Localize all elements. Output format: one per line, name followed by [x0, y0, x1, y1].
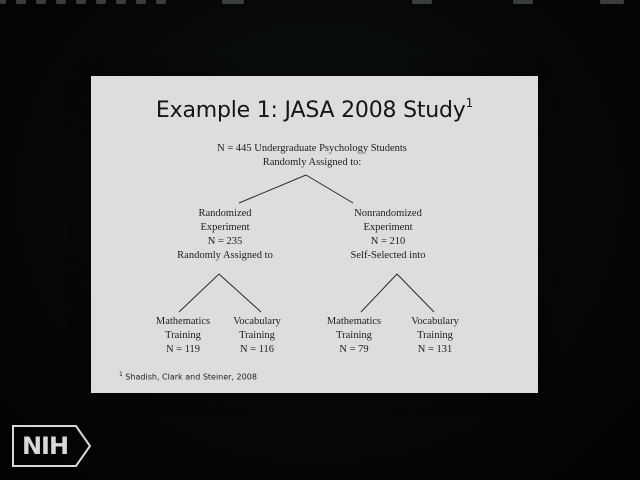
leaf2-line2: Training [239, 330, 275, 341]
slide-title-text: Example 1: JASA 2008 Study [155, 98, 466, 123]
leaf4-line2: Training [417, 330, 453, 341]
top-edge-artifacts [0, 0, 640, 8]
connector-right-leaf3 [361, 274, 397, 312]
leaf2-line3: N = 116 [239, 344, 275, 355]
leaf-node-nonrandomized-mathematics [314, 315, 394, 357]
nonrandomized-node-line4: Self-Selected into [350, 250, 426, 261]
root-node-line1: N = 445 Undergraduate Psychology Students [217, 143, 407, 154]
connector-left-leaf1 [179, 274, 219, 312]
nonrandomized-node-line1: Nonrandomized [354, 208, 422, 219]
leaf4-line1: Vocabulary [411, 316, 459, 327]
randomized-node-line3: N = 235 [207, 236, 243, 247]
randomized-node-line2: Experiment [200, 222, 250, 233]
root-node-line2: Randomly Assigned to: [262, 157, 362, 168]
connector-left-leaf2 [219, 274, 261, 312]
leaf2-line1: Vocabulary [233, 316, 281, 327]
nonrandomized-experiment-node [313, 207, 463, 263]
leaf3-line1: Mathematics [326, 316, 382, 327]
presentation-slide [91, 76, 538, 393]
root-node [177, 142, 447, 170]
connector-right-leaf4 [397, 274, 434, 312]
footnote-text: Shadish, Clark and Steiner, 2008 [125, 372, 257, 382]
leaf-node-randomized-vocabulary [217, 315, 297, 357]
leaf3-line2: Training [336, 330, 372, 341]
leaf3-line3: N = 79 [339, 344, 369, 355]
leaf-node-randomized-mathematics [143, 315, 223, 357]
nonrandomized-node-line3: N = 210 [370, 236, 406, 247]
randomized-experiment-node [145, 207, 305, 263]
nih-logo [12, 425, 92, 467]
footnote-marker: 1 [119, 371, 123, 378]
leaf1-line3: N = 119 [165, 344, 201, 355]
nonrandomized-node-line2: Experiment [363, 222, 413, 233]
randomized-node-line4: Randomly Assigned to [177, 250, 273, 261]
leaf4-line3: N = 131 [417, 344, 453, 355]
connector-root-right [306, 175, 353, 203]
connector-root-left [239, 175, 306, 203]
leaf-node-nonrandomized-vocabulary [395, 315, 475, 357]
leaf1-line1: Mathematics [155, 316, 211, 327]
nih-logo-text: NIH [21, 432, 69, 460]
slide-footnote [119, 371, 257, 382]
slide-title-superscript: 1 [465, 96, 474, 110]
randomized-node-line1: Randomized [198, 208, 252, 219]
leaf1-line2: Training [165, 330, 201, 341]
